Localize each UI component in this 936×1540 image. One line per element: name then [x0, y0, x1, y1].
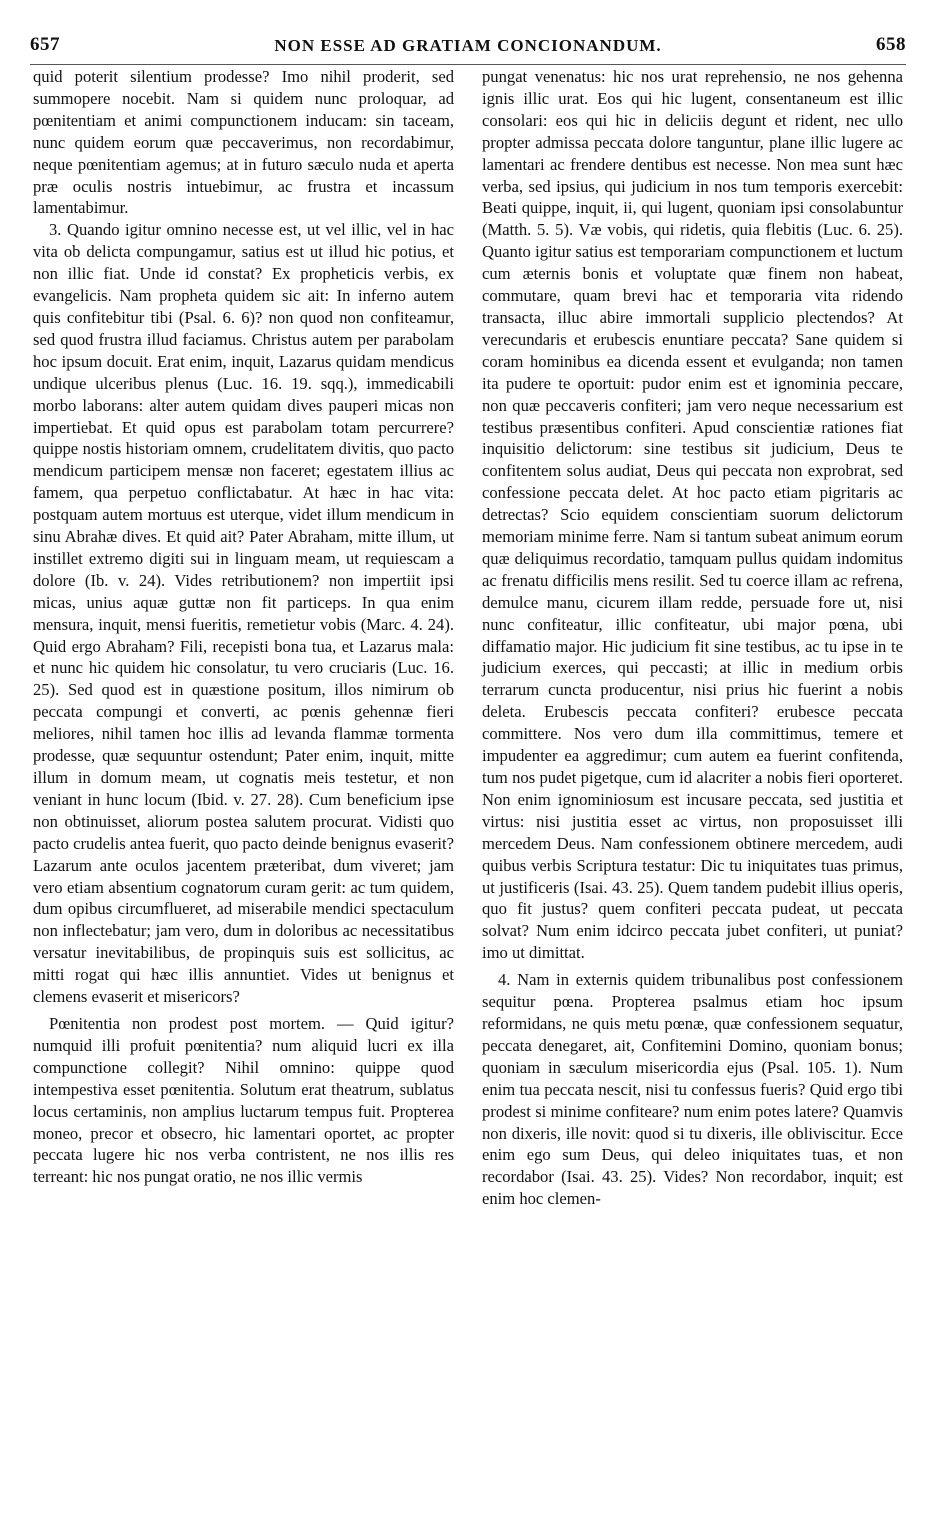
paragraph: 3. Quando igitur omnino necesse est, ut vel illic, vel in hac vita ob delicta compungamur, satius est ut illud hic potius, et non illic fiat. Unde id constat? Ex propheticis verbis, ex evangelicis. Nam propheta quidem sic ait: In inferno autem quis confitebitur tibi (Psal. 6. 6)? non quod non confiteamur, sed quod frustra illud faciamus. Christus autem per parabolam hoc ipsum docuit. Erat enim, inquit, Lazarus quidam mendicus undique ulceribus plenus (Luc. 16. 19. sqq.), immedicabili morbo laborans: alter autem quidam dives pauperi micas non impertiebat. Et quid opus est parabolam totam percurrere? quippe nostis historiam omnem, crudelitatem divitis, quo pacto mendicum participem mensæ non faceret; egestatem illius ac famem, qua perpetuo conflictabatur. At hæc in hac vita: postquam autem mortuus est uterque, videt illum mendicum in sinu Abrahæ dives. Et quid ait? Pater Abraham, mitte illum, ut instillet extremo digiti sui in linguam meam, ut requiescam a dolore (Ib. v. 24). Vides retributionem? non impertiit ipsi micas, unius aquæ guttæ non fit particeps. In qua enim mensura, inquit, mensi fueritis, remetietur vobis (Marc. 4. 24). Quid ergo Abraham? Fili, recepisti bona tua, et Lazarus mala: et nunc hic quidem hic consolatur, tu vero cruciaris (Luc. 16. 25). Sed quod est in quæstione positum, illos nimirum ob peccata compungi et converti, ac pœnis gehennæ fieri meliores, nihil tamen hoc illis ad levanda flammæ tormenta prodesse, quæ sequuntur ostendunt; Pater enim, inquit, mitte illum in domum meam, ut cognatis meis testetur, et non veniant in hunc locum (Ibid. v. 27. 28). Cum beneficium ipse non obtinuisset, aliorum postea salutem procurat. Vidisti quo pacto crudelis antea fuerit, quo pacto deinde benignus evaserit? Lazarum ante oculos jacentem præteribat, dum viveret; jam vero etiam absentium cognatorum curam gerit: ac tum quidem, dum opibus circumflueret, ad miserabile mendici spectaculum non inflectebatur; jam vero, dum in doloribus ac necessitatibus versatur inevitabilibus, de propinquis suis est sollicitus, ac mitti rogat qui hæc illis annuntiet. Vides ut benignus et clemens evaserit et misericors?	[33, 220, 454, 1007]
left-column	[33, 66, 454, 1188]
right-column	[482, 66, 903, 1210]
page-number-right: 658	[876, 34, 906, 55]
paragraph: quid poterit silentium prodesse? Imo nihil proderit, sed summopere nocebit. Nam si quidem nunc proloquar, ad pœnitentiam et animi compunctionem inducam: sin taceam, nunc quidem eorum quæ peccaverimus, non recordabimur, neque pœnitentiam agemus; at in futuro sæculo nuda et aperta præ oculis nostris intuebimur, ac frustra et incassum lamentabimur.	[33, 67, 454, 218]
page-number-left: 657	[30, 34, 60, 55]
paragraph: 4. Nam in externis quidem tribunalibus post confessionem sequitur pœna. Propterea psalmus etiam hoc ipsum reformidans, ne quis metu pœnæ, quæ confessionem sequatur, peccata denegaret, ait, Confitemini Domino, quoniam bonus; quoniam in sæculum misericordia ejus (Psal. 105. 1). Num enim tua peccata nescit, nisi tu confessus fueris? Quid ergo tibi prodest si minime confiteare? num enim potes latere? Quamvis non dixeris, ille novit: quod si tu dixeris, ille obliviscitur. Ecce enim ego sum Deus, qui deleo iniquitates tuas, et non recordabor (Isai. 43. 25). Vides? Non recordabor, inquit; est enim hoc clemen-	[482, 970, 903, 1209]
paragraph: Pœnitentia non prodest post mortem. — Quid igitur? numquid illi profuit pœnitentia? num aliquid lucri ex illa compunctione collegit? Nihil omnino: quippe quod intempestiva esset pœnitentia. Solutum erat theatrum, sublatus locus certaminis, non amplius luctarum tempus fuit. Propterea moneo, precor et obsecro, hic lamentari oportet, ac propter peccata lugere hic nos verba contristent, ne nos illis res terreant: hic nos pungat oratio, ne nos illic vermis	[33, 1013, 454, 1187]
running-header	[30, 34, 906, 60]
running-title: NON ESSE AD GRATIAM CONCIONANDUM.	[274, 36, 662, 55]
header-rule	[30, 64, 906, 65]
paragraph: pungat venenatus: hic nos urat reprehensio, ne nos gehenna ignis illic urat. Eos qui hic lugent, consentaneum est illic consolari: eos qui hic in deliciis degunt et rident, nec ullo propter admissa peccata dolore tanguntur, plane illic lugere ac lamentari ac frendere dentibus est necesse. Non mea sunt hæc verba, sed ipsius, qui judicium in nos tum temporis exercebit: Beati quippe, inquit, ii, qui lugent, quoniam ipsi consolabuntur (Matth. 5. 5). Væ vobis, qui ridetis, quia flebitis (Luc. 6. 25). Quanto igitur satius est temporariam compunctionem et luctum cum æternis bonis et voluptate quæ finem non habeat, commutare, quam brevi hac et temporaria vita ridendo transacta, illuc abire immortali supplicio plectendos? At verecundaris et erubescis enuntiare peccata? Sane quidem si coram hominibus ea dicenda essent et evulganda; non tamen ita pudere te oportuit: pudor enim est et ignominia peccare, non quæ peccaveris confiteri; jam vero neque necessarium est testibus præsentibus confiteri. Apud conscientiæ rationes fiat inquisitio delictorum: sine testibus sit judicium, Deus te confitentem solus audiat, Deus qui peccata non exprobrat, sed confessione peccata delet. At hoc pacto etiam pigritaris ac detrectas? Scio equidem conscientiam suorum delictorum memoriam minime ferre. Nam si tantum subeat animum eorum quæ deliquimus recordatio, tamquam pullus quidam indomitus ac frenatu difficilis mens resilit. Sed tu coerce illam ac refrena, demulce manu, cicurem illam redde, persuade fore ut, nisi nunc confiteatur, illic confiteatur, ubi major pœna, ubi diffamatio major. Hic judicium fit sine testibus, ac tu ipse in te judicium exerces, qui peccasti; at illic in medium orbis terrarum cuncta producentur, nisi prius hic fuerint a nobis deleta. Erubescis peccata confiteri? erubesce peccata committere. Nos vero dum illa committimus, temere et impudenter ea aggredimur; cum autem ea fuerint confitenda, tum nos pudet pigetque, cum id alacriter a nobis fieri oporteret. Non enim ignominiosum est incusare peccata, sed justitia et virtus: nisi justitia esset ac virtus, non proposuisset illi mercedem Deus. Nam confessionem obtinere mercedem, audi quibus verbis Scriptura testatur: Dic tu iniquitates tuas primus, ut justificeris (Isai. 43. 25). Quem tandem pudebit illius operis, quo fit justus? quem confiteri peccata pudeat, ut peccata solvat? Num enim idcirco peccata jubet confiteri, ut puniat? imo ut dimittat.	[482, 67, 903, 963]
